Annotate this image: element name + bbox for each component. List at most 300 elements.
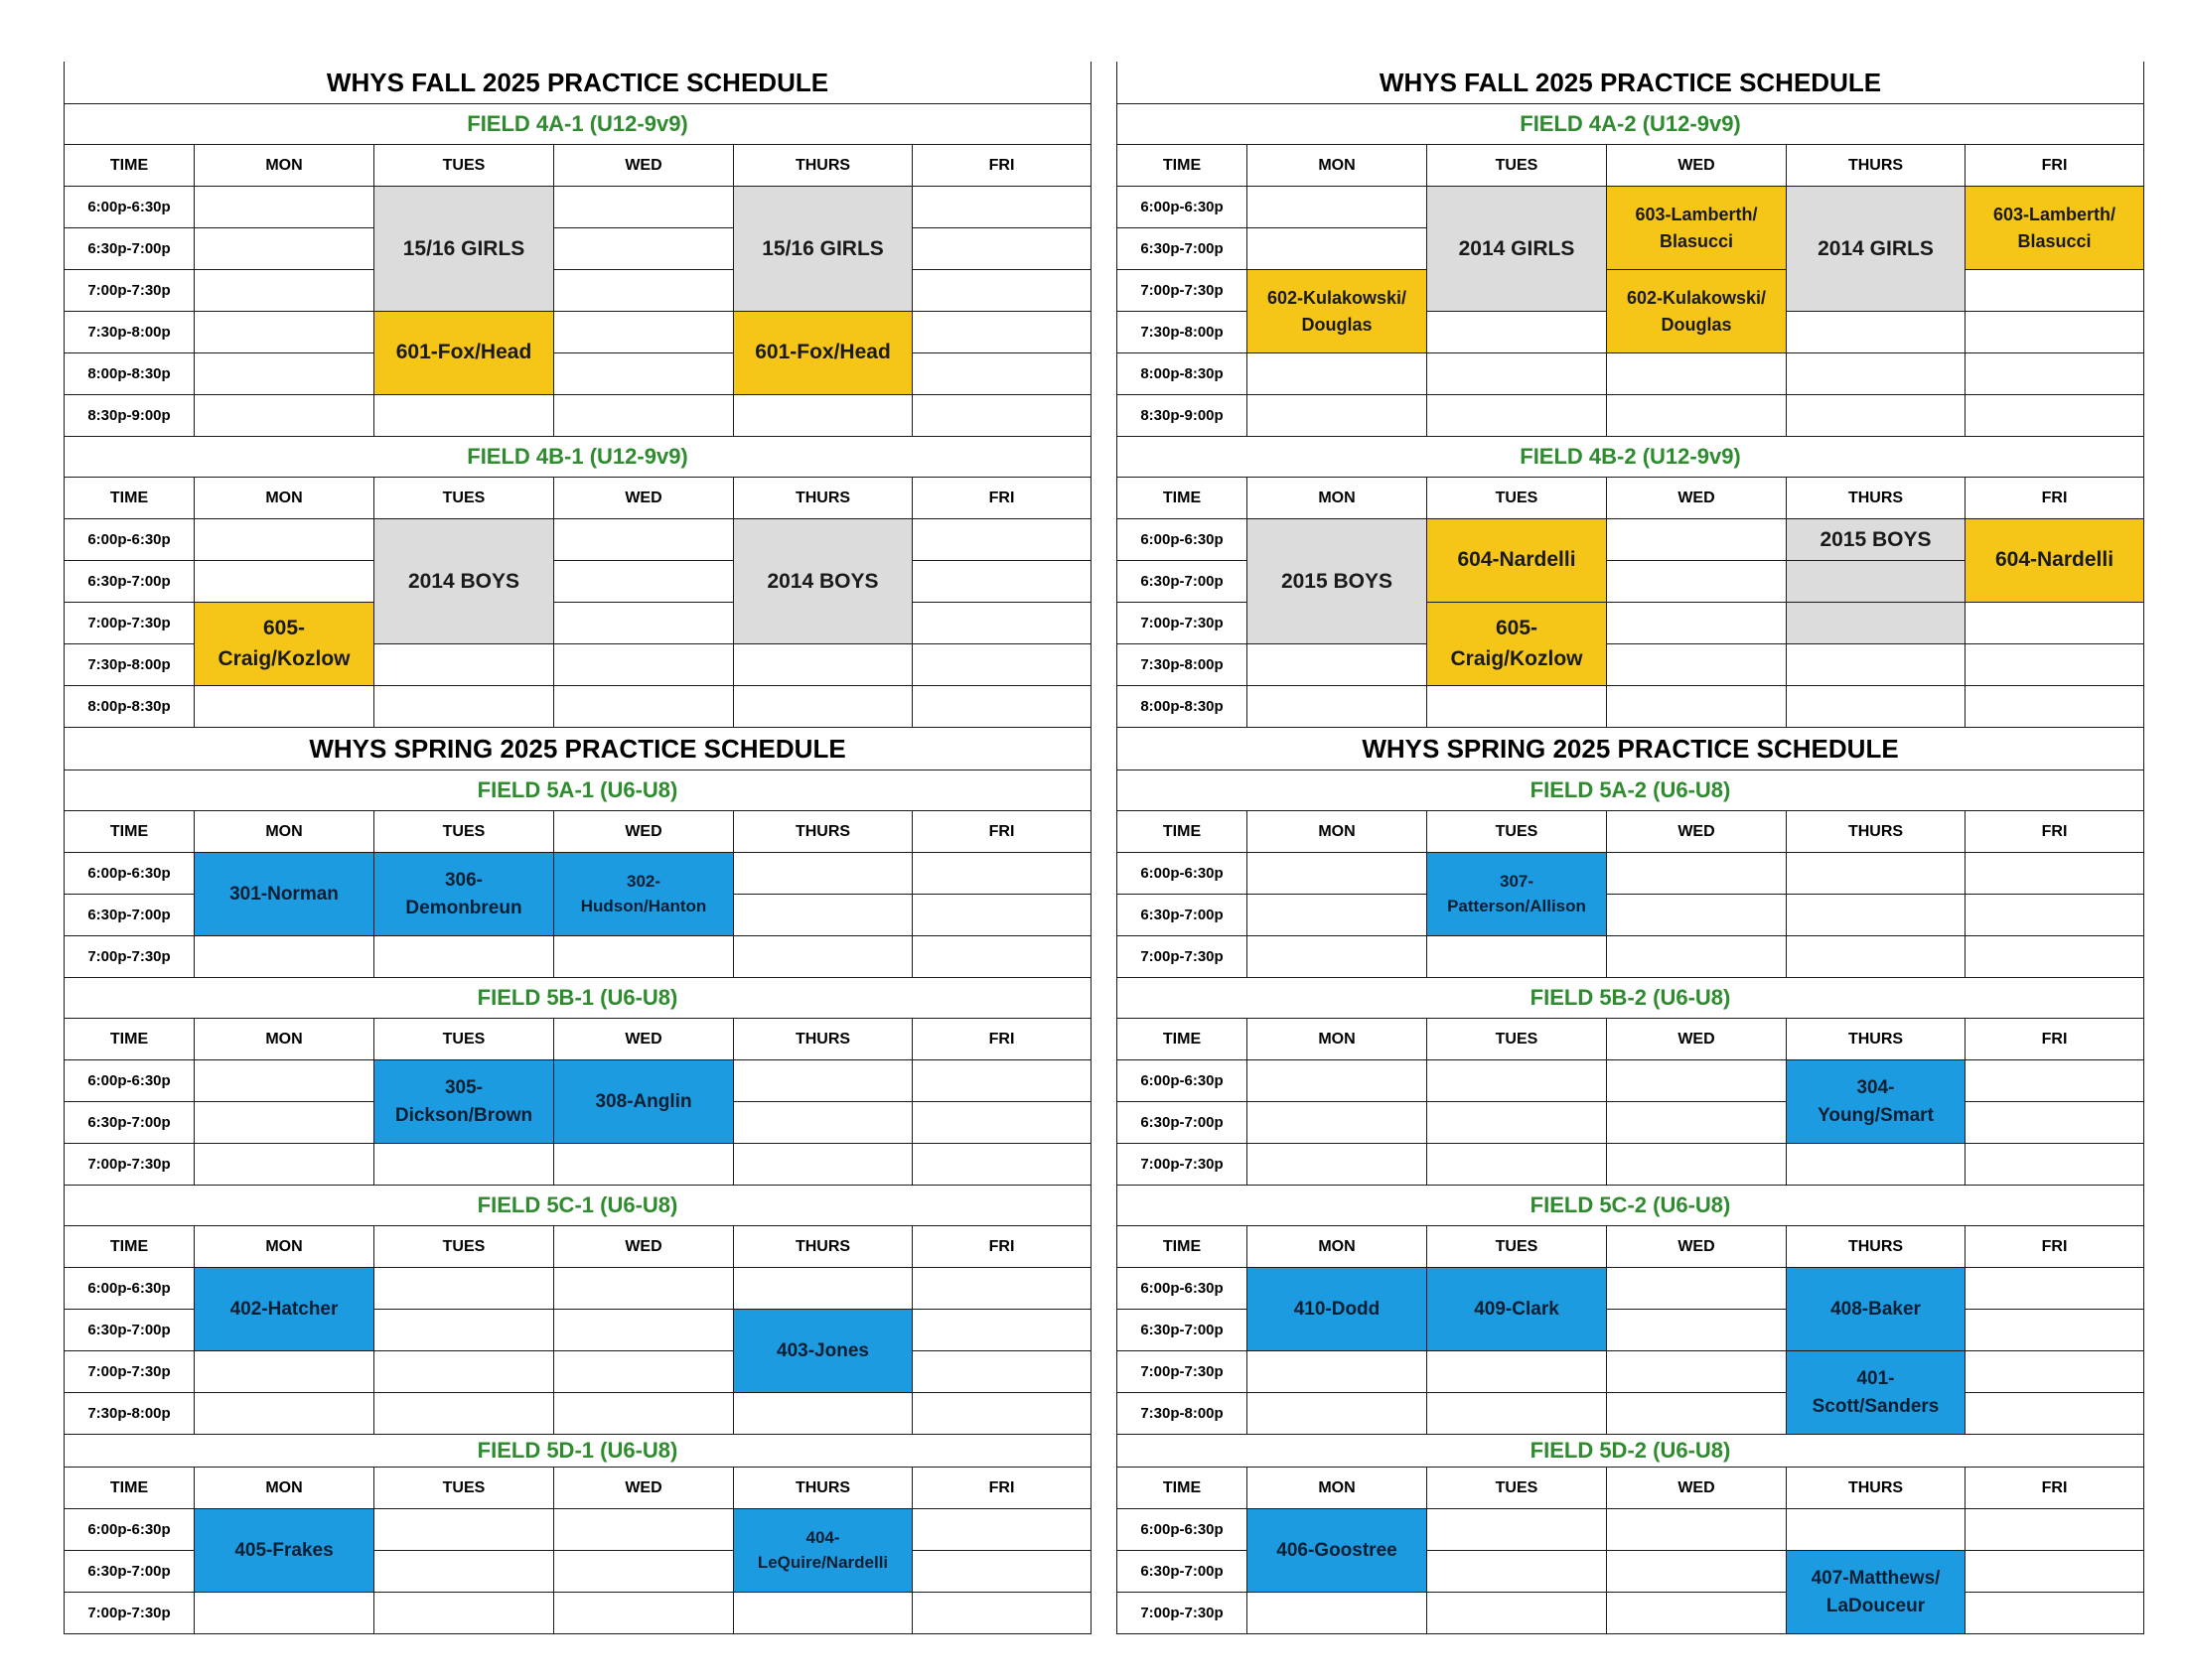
empty-slot (1247, 395, 1427, 437)
time-cell: 6:30p-7:00p (65, 228, 195, 270)
header-tues: TUES (1427, 478, 1607, 519)
empty-slot (1966, 644, 2144, 686)
header-fri: FRI (913, 1019, 1092, 1060)
time-cell: 7:30p-8:00p (65, 312, 195, 353)
header-wed: WED (554, 1019, 734, 1060)
field-title: FIELD 5A-2 (U6-U8) (1117, 770, 2144, 811)
header-wed: WED (554, 811, 734, 853)
empty-slot (374, 1551, 554, 1593)
team-block-blue: 406-Goostree (1247, 1509, 1427, 1593)
time-cell: 6:30p-7:00p (65, 1310, 195, 1351)
time-cell: 7:00p-7:30p (1117, 936, 1247, 978)
time-cell: 6:00p-6:30p (1117, 1060, 1247, 1102)
header-wed: WED (1607, 478, 1787, 519)
empty-slot (374, 1593, 554, 1634)
header-fri: FRI (1966, 1226, 2144, 1268)
gray-slot (1787, 603, 1966, 644)
header-fri: FRI (1966, 1019, 2144, 1060)
empty-slot (734, 853, 913, 895)
header-mon: MON (195, 145, 374, 187)
empty-slot (554, 1393, 734, 1435)
field-title: FIELD 5C-1 (U6-U8) (65, 1186, 1092, 1226)
time-cell: 6:30p-7:00p (65, 1102, 195, 1144)
time-cell: 7:30p-8:00p (1117, 644, 1247, 686)
empty-slot (195, 312, 374, 353)
header-time: TIME (1117, 478, 1247, 519)
header-thurs: THURS (1787, 145, 1966, 187)
empty-slot (195, 1102, 374, 1144)
empty-slot (374, 1393, 554, 1435)
empty-slot (1427, 1593, 1607, 1634)
team-line: Hudson/Hanton (580, 896, 707, 915)
team-block-blue: 403-Jones (734, 1310, 913, 1393)
empty-slot (1607, 395, 1787, 437)
team-block-gray: 2014 BOYS (374, 519, 554, 644)
empty-slot (554, 936, 734, 978)
empty-slot (195, 1060, 374, 1102)
empty-slot (913, 1060, 1092, 1102)
empty-slot (1427, 936, 1607, 978)
gray-slot (1787, 561, 1966, 603)
team-block-blue (1787, 1060, 1966, 1144)
team-block-blue: 405-Frakes (195, 1509, 374, 1593)
empty-slot (1966, 1144, 2144, 1186)
header-time: TIME (65, 478, 195, 519)
empty-slot (1787, 853, 1966, 895)
header-fri: FRI (913, 145, 1092, 187)
empty-slot (1787, 895, 1966, 936)
spring-schedule-title: WHYS SPRING 2025 PRACTICE SCHEDULE (1117, 728, 2144, 770)
team-block-blue (374, 853, 554, 936)
empty-slot (195, 1144, 374, 1186)
field-title: FIELD 4B-1 (U12-9v9) (65, 437, 1092, 478)
header-mon: MON (1247, 478, 1427, 519)
empty-slot (913, 312, 1092, 353)
empty-slot (554, 603, 734, 644)
fall-schedule-title: WHYS FALL 2025 PRACTICE SCHEDULE (1117, 62, 2144, 104)
time-cell: 6:30p-7:00p (65, 895, 195, 936)
empty-slot (734, 1144, 913, 1186)
team-line: 305- (444, 1076, 484, 1098)
empty-slot (913, 1393, 1092, 1435)
header-tues: TUES (374, 1468, 554, 1509)
empty-slot (734, 1593, 913, 1634)
team-block-yellow (1427, 603, 1607, 686)
spring-schedule-title: WHYS SPRING 2025 PRACTICE SCHEDULE (65, 728, 1092, 770)
time-cell: 7:00p-7:30p (1117, 1351, 1247, 1393)
time-cell: 6:00p-6:30p (65, 1509, 195, 1551)
empty-slot (1247, 1060, 1427, 1102)
empty-slot (1607, 1593, 1787, 1634)
team-block-blue: 408-Baker (1787, 1268, 1966, 1351)
empty-slot (1247, 853, 1427, 895)
field-title: FIELD 5D-2 (U6-U8) (1117, 1435, 2144, 1468)
empty-slot (734, 895, 913, 936)
empty-slot (913, 853, 1092, 895)
empty-slot (1966, 353, 2144, 395)
team-line: 602-Kulakowski/ (1266, 288, 1407, 309)
empty-slot (734, 1060, 913, 1102)
empty-slot (913, 1509, 1092, 1551)
time-cell: 6:00p-6:30p (65, 187, 195, 228)
team-line: Douglas (1301, 314, 1373, 335)
empty-slot (1247, 1351, 1427, 1393)
header-mon: MON (195, 1468, 374, 1509)
time-cell: 7:00p-7:30p (65, 1593, 195, 1634)
empty-slot (913, 603, 1092, 644)
empty-slot (554, 1593, 734, 1634)
header-wed: WED (1607, 145, 1787, 187)
empty-slot (1247, 353, 1427, 395)
empty-slot (554, 686, 734, 728)
empty-slot (1966, 1102, 2144, 1144)
header-time: TIME (1117, 1468, 1247, 1509)
time-cell: 6:00p-6:30p (65, 1060, 195, 1102)
header-time: TIME (1117, 1226, 1247, 1268)
empty-slot (1607, 1102, 1787, 1144)
time-cell: 6:30p-7:00p (1117, 1551, 1247, 1593)
empty-slot (734, 1393, 913, 1435)
time-cell: 7:30p-8:00p (65, 644, 195, 686)
team-block-gray: 2014 GIRLS (1427, 187, 1607, 312)
empty-slot (1787, 395, 1966, 437)
empty-slot (1607, 1060, 1787, 1102)
team-block-gray: 15/16 GIRLS (374, 187, 554, 312)
empty-slot (195, 1351, 374, 1393)
empty-slot (1607, 1551, 1787, 1593)
empty-slot (1247, 1393, 1427, 1435)
team-line: 603-Lamberth/ (1635, 205, 1758, 225)
empty-slot (554, 1268, 734, 1310)
empty-slot (374, 1509, 554, 1551)
team-block-blue: 301-Norman (195, 853, 374, 936)
team-block-blue: 410-Dodd (1247, 1268, 1427, 1351)
time-cell: 8:30p-9:00p (1117, 395, 1247, 437)
team-block-blue: 409-Clark (1427, 1268, 1607, 1351)
team-line: LaDouceur (1825, 1595, 1926, 1616)
empty-slot (1427, 1144, 1607, 1186)
header-wed: WED (554, 478, 734, 519)
empty-slot (913, 936, 1092, 978)
header-thurs: THURS (1787, 811, 1966, 853)
empty-slot (374, 1351, 554, 1393)
empty-slot (1607, 686, 1787, 728)
empty-slot (1966, 270, 2144, 312)
empty-slot (1427, 1102, 1607, 1144)
empty-slot (913, 1551, 1092, 1593)
header-mon: MON (1247, 811, 1427, 853)
time-cell: 6:30p-7:00p (1117, 561, 1247, 603)
team-line: Craig/Kozlow (1450, 646, 1583, 670)
empty-slot (554, 1144, 734, 1186)
empty-slot (195, 187, 374, 228)
team-block-gray: 15/16 GIRLS (734, 187, 913, 312)
team-line: Young/Smart (1818, 1104, 1934, 1126)
header-fri: FRI (1966, 145, 2144, 187)
empty-slot (554, 644, 734, 686)
header-tues: TUES (1427, 1226, 1607, 1268)
team-block-gray: 2014 BOYS (734, 519, 913, 644)
time-cell: 7:00p-7:30p (1117, 1144, 1247, 1186)
team-block-yellow (195, 603, 374, 686)
header-thurs: THURS (1787, 1226, 1966, 1268)
team-block-yellow: 601-Fox/Head (734, 312, 913, 395)
empty-slot (1787, 312, 1966, 353)
field-title: FIELD 5C-2 (U6-U8) (1117, 1186, 2144, 1226)
team-line: 605- (1495, 617, 1538, 640)
empty-slot (1966, 1393, 2144, 1435)
field-title: FIELD 5A-1 (U6-U8) (65, 770, 1092, 811)
time-cell: 7:30p-8:00p (1117, 1393, 1247, 1435)
header-mon: MON (1247, 1226, 1427, 1268)
empty-slot (913, 1268, 1092, 1310)
header-mon: MON (195, 811, 374, 853)
header-fri: FRI (913, 1226, 1092, 1268)
empty-slot (1607, 1144, 1787, 1186)
empty-slot (1607, 1393, 1787, 1435)
empty-slot (195, 228, 374, 270)
time-cell: 7:00p-7:30p (65, 1144, 195, 1186)
empty-slot (1966, 395, 2144, 437)
header-time: TIME (65, 145, 195, 187)
field-title: FIELD 5D-1 (U6-U8) (65, 1435, 1092, 1468)
time-cell: 6:00p-6:30p (1117, 187, 1247, 228)
empty-slot (1427, 686, 1607, 728)
empty-slot (554, 1310, 734, 1351)
time-cell: 7:00p-7:30p (65, 1351, 195, 1393)
time-cell: 6:30p-7:00p (1117, 895, 1247, 936)
empty-slot (374, 395, 554, 437)
empty-slot (1427, 353, 1607, 395)
empty-slot (913, 1351, 1092, 1393)
header-fri: FRI (913, 478, 1092, 519)
team-line: 404- (805, 1527, 840, 1547)
time-cell: 6:30p-7:00p (1117, 1102, 1247, 1144)
header-tues: TUES (1427, 145, 1607, 187)
empty-slot (913, 395, 1092, 437)
empty-slot (1607, 1268, 1787, 1310)
empty-slot (1966, 1060, 2144, 1102)
team-line: Douglas (1661, 314, 1732, 335)
header-tues: TUES (374, 1019, 554, 1060)
empty-slot (1607, 644, 1787, 686)
team-line: Dickson/Brown (394, 1104, 533, 1126)
empty-slot (1427, 1351, 1607, 1393)
empty-slot (374, 1310, 554, 1351)
header-time: TIME (65, 1019, 195, 1060)
empty-slot (1787, 1144, 1966, 1186)
empty-slot (1966, 312, 2144, 353)
time-cell: 8:00p-8:30p (65, 353, 195, 395)
time-cell: 8:00p-8:30p (1117, 686, 1247, 728)
empty-slot (195, 519, 374, 561)
header-fri: FRI (1966, 478, 2144, 519)
team-block-gray: 2015 BOYS (1247, 519, 1427, 644)
empty-slot (1247, 644, 1427, 686)
empty-slot (1966, 603, 2144, 644)
header-wed: WED (554, 1226, 734, 1268)
header-time: TIME (1117, 811, 1247, 853)
empty-slot (1247, 895, 1427, 936)
empty-slot (1427, 395, 1607, 437)
empty-slot (554, 1351, 734, 1393)
team-line: Demonbreun (405, 897, 522, 918)
left-schedule-column (64, 62, 1091, 1634)
team-line: 602-Kulakowski/ (1626, 288, 1767, 309)
header-tues: TUES (1427, 811, 1607, 853)
team-block-blue (1787, 1551, 1966, 1634)
field-title: FIELD 5B-1 (U6-U8) (65, 978, 1092, 1019)
team-block-gray: 2014 GIRLS (1787, 187, 1966, 312)
empty-slot (1247, 1144, 1427, 1186)
header-tues: TUES (374, 1226, 554, 1268)
fall-schedule-title: WHYS FALL 2025 PRACTICE SCHEDULE (65, 62, 1092, 104)
header-tues: TUES (1427, 1019, 1607, 1060)
empty-slot (1607, 561, 1787, 603)
empty-slot (1966, 1268, 2144, 1310)
empty-slot (195, 1593, 374, 1634)
empty-slot (913, 1593, 1092, 1634)
team-line: 605- (262, 617, 306, 640)
team-line: 306- (444, 869, 484, 891)
header-wed: WED (1607, 1468, 1787, 1509)
empty-slot (195, 936, 374, 978)
empty-slot (1427, 1060, 1607, 1102)
team-line: Blasucci (1659, 230, 1734, 251)
right-schedule-table (1116, 62, 2144, 1634)
header-time: TIME (1117, 145, 1247, 187)
header-mon: MON (195, 1226, 374, 1268)
empty-slot (1247, 1102, 1427, 1144)
empty-slot (374, 936, 554, 978)
empty-slot (195, 353, 374, 395)
time-cell: 6:00p-6:30p (1117, 519, 1247, 561)
time-cell: 6:00p-6:30p (1117, 853, 1247, 895)
empty-slot (1787, 1509, 1966, 1551)
empty-slot (734, 1268, 913, 1310)
team-line: LeQuire/Nardelli (757, 1552, 889, 1572)
empty-slot (1607, 1351, 1787, 1393)
team-block-blue (1427, 853, 1607, 936)
header-mon: MON (195, 1019, 374, 1060)
empty-slot (554, 312, 734, 353)
empty-slot (554, 1509, 734, 1551)
header-thurs: THURS (1787, 1019, 1966, 1060)
empty-slot (1427, 1393, 1607, 1435)
team-block-blue (1787, 1351, 1966, 1435)
time-cell: 6:00p-6:30p (65, 1268, 195, 1310)
empty-slot (195, 270, 374, 312)
team-block-yellow (1607, 270, 1787, 353)
field-title: FIELD 4A-2 (U12-9v9) (1117, 104, 2144, 145)
empty-slot (1247, 686, 1427, 728)
empty-slot (913, 187, 1092, 228)
empty-slot (1607, 353, 1787, 395)
empty-slot (374, 644, 554, 686)
empty-slot (554, 187, 734, 228)
empty-slot (1607, 1310, 1787, 1351)
time-cell: 7:00p-7:30p (1117, 270, 1247, 312)
team-line: Craig/Kozlow (218, 646, 351, 670)
header-wed: WED (554, 1468, 734, 1509)
empty-slot (1966, 1593, 2144, 1634)
team-line: 302- (626, 871, 661, 891)
empty-slot (1247, 936, 1427, 978)
time-cell: 6:30p-7:00p (65, 1551, 195, 1593)
empty-slot (1787, 353, 1966, 395)
header-mon: MON (1247, 1468, 1427, 1509)
header-thurs: THURS (734, 145, 913, 187)
empty-slot (913, 353, 1092, 395)
header-tues: TUES (374, 478, 554, 519)
field-title: FIELD 4B-2 (U12-9v9) (1117, 437, 2144, 478)
team-line: Patterson/Allison (1447, 896, 1586, 915)
left-schedule-table (64, 62, 1092, 1634)
header-time: TIME (1117, 1019, 1247, 1060)
empty-slot (1966, 853, 2144, 895)
time-cell: 6:00p-6:30p (1117, 1268, 1247, 1310)
team-block-blue: 308-Anglin (554, 1060, 734, 1144)
team-block-yellow (1607, 187, 1787, 270)
team-line: Scott/Sanders (1812, 1395, 1940, 1417)
time-cell: 7:00p-7:30p (65, 270, 195, 312)
header-mon: MON (1247, 145, 1427, 187)
time-cell: 6:30p-7:00p (1117, 1310, 1247, 1351)
empty-slot (1966, 936, 2144, 978)
empty-slot (1966, 686, 2144, 728)
time-cell: 8:30p-9:00p (65, 395, 195, 437)
time-cell: 7:00p-7:30p (65, 603, 195, 644)
header-fri: FRI (1966, 1468, 2144, 1509)
empty-slot (1607, 1509, 1787, 1551)
empty-slot (195, 395, 374, 437)
field-title: FIELD 5B-2 (U6-U8) (1117, 978, 2144, 1019)
empty-slot (1427, 1509, 1607, 1551)
header-mon: MON (1247, 1019, 1427, 1060)
team-block-blue (554, 853, 734, 936)
header-thurs: THURS (734, 478, 913, 519)
empty-slot (734, 395, 913, 437)
team-block-blue (374, 1060, 554, 1144)
team-line: 603-Lamberth/ (1992, 205, 2116, 225)
team-block-blue (734, 1509, 913, 1593)
team-block-gray: 2015 BOYS (1787, 519, 1966, 561)
empty-slot (734, 644, 913, 686)
time-cell: 8:00p-8:30p (1117, 353, 1247, 395)
header-wed: WED (1607, 1226, 1787, 1268)
empty-slot (913, 644, 1092, 686)
header-thurs: THURS (1787, 478, 1966, 519)
header-thurs: THURS (734, 1468, 913, 1509)
time-cell: 6:30p-7:00p (1117, 228, 1247, 270)
empty-slot (913, 228, 1092, 270)
right-schedule-column (1116, 62, 2143, 1634)
header-wed: WED (1607, 1019, 1787, 1060)
empty-slot (1607, 936, 1787, 978)
time-cell: 6:00p-6:30p (65, 519, 195, 561)
team-block-blue: 402-Hatcher (195, 1268, 374, 1351)
empty-slot (1607, 603, 1787, 644)
time-cell: 6:00p-6:30p (65, 853, 195, 895)
empty-slot (734, 936, 913, 978)
team-line: 307- (1499, 871, 1534, 891)
empty-slot (1966, 895, 2144, 936)
team-block-yellow: 601-Fox/Head (374, 312, 554, 395)
empty-slot (554, 270, 734, 312)
empty-slot (1966, 1509, 2144, 1551)
empty-slot (374, 686, 554, 728)
header-time: TIME (65, 1468, 195, 1509)
